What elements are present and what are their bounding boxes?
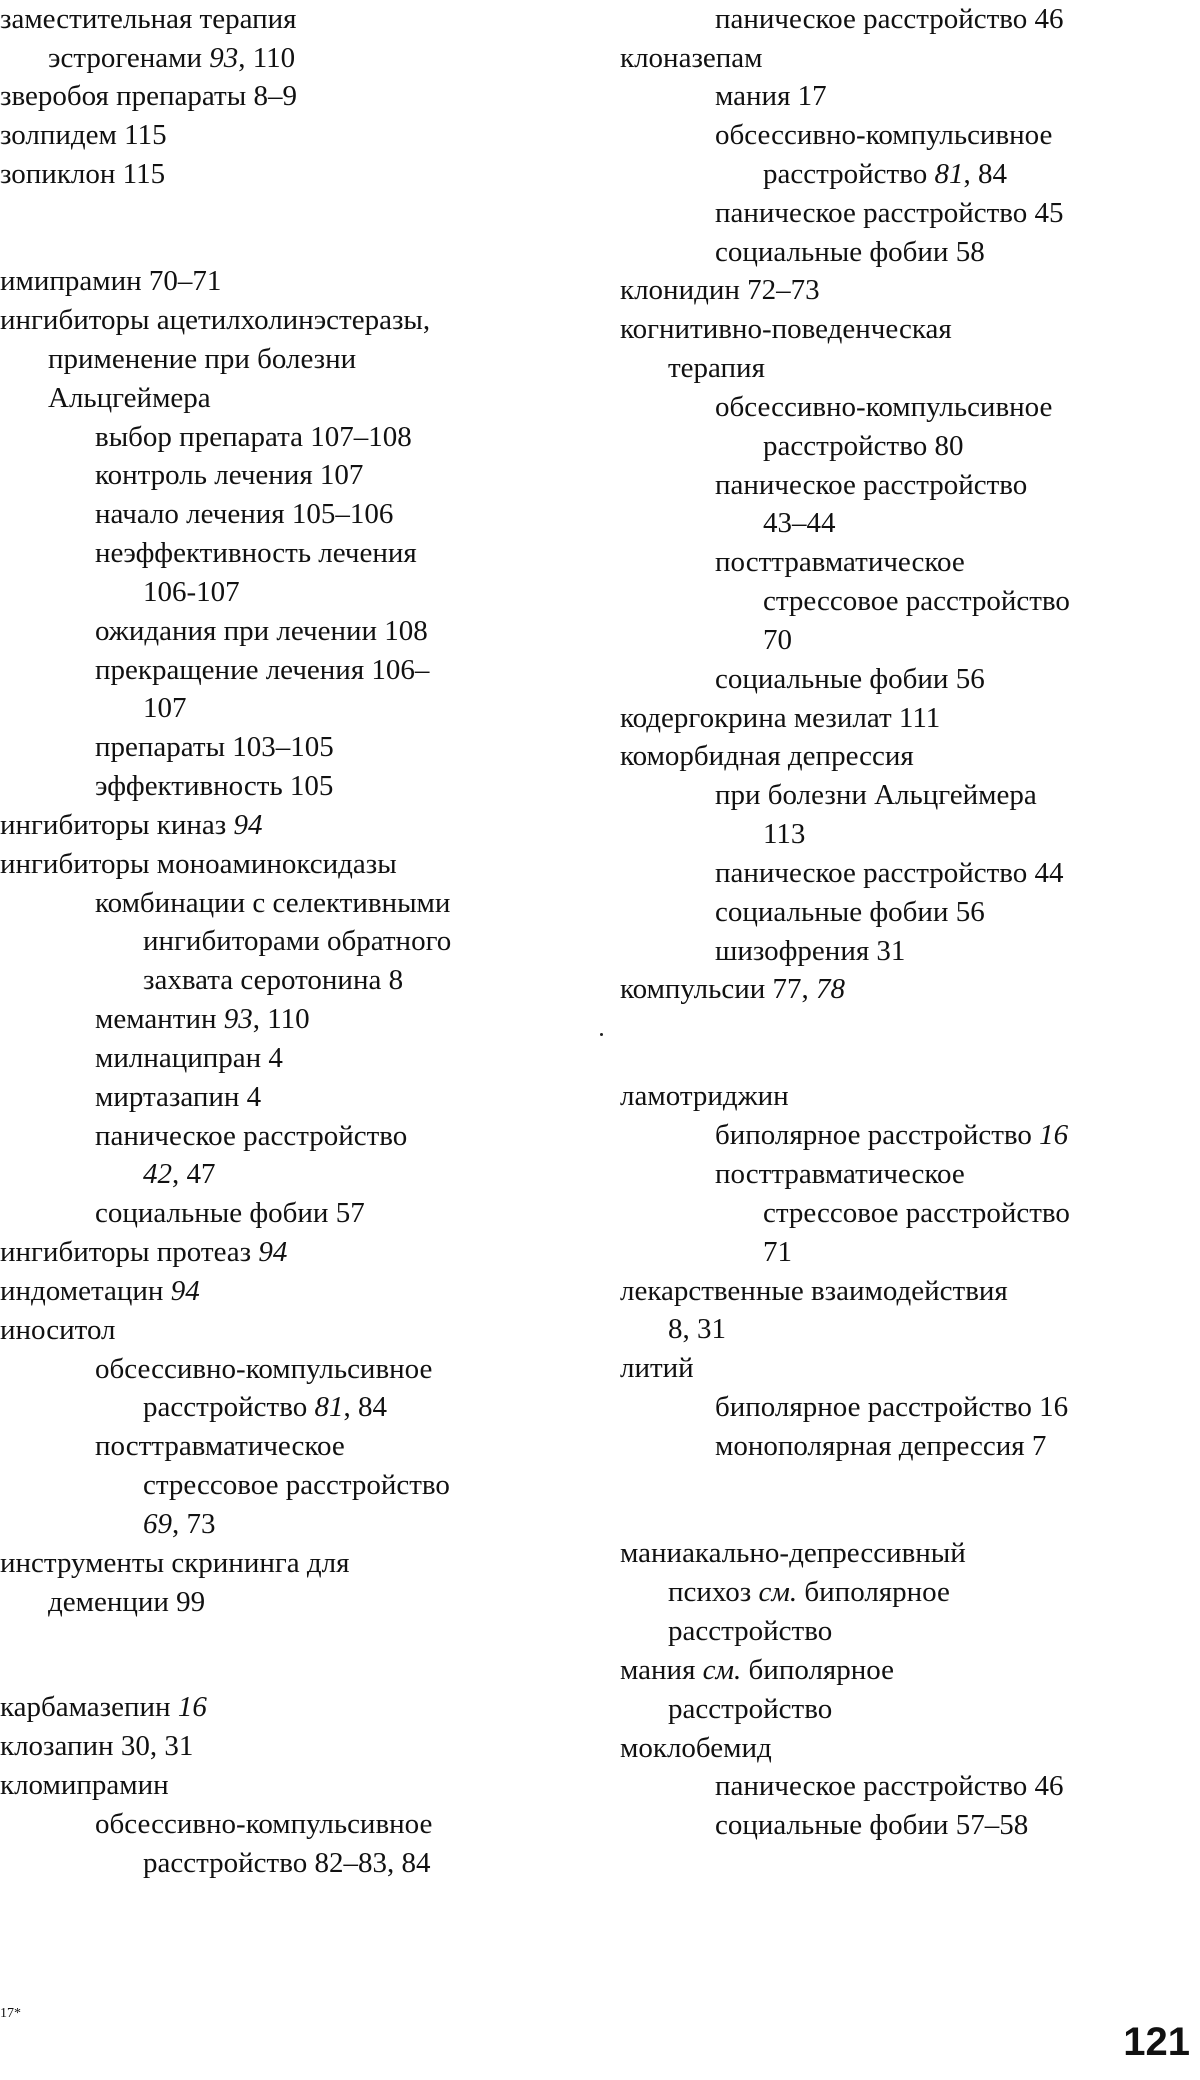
right-index-line [620, 0, 1200, 39]
left-index-line [0, 0, 610, 39]
index-text: лекарственные взаимодействия [620, 1275, 1008, 1307]
index-text: стрессовое расстройство [763, 1197, 1070, 1229]
right-index-line [620, 1272, 1200, 1311]
left-index-line [0, 534, 610, 573]
index-text: шизофрения 31 [715, 935, 906, 967]
left-index-line [0, 301, 610, 340]
index-text: расстройство [763, 158, 935, 190]
index-text: захвата серотонина 8 [143, 964, 404, 996]
right-index-line [620, 1233, 1200, 1272]
index-text: препараты 103–105 [95, 731, 334, 763]
index-text: , 84 [343, 1391, 387, 1423]
index-text: ингибиторами обратного [143, 925, 452, 957]
italic-reference: 78 [816, 973, 846, 1005]
index-text: расстройство [143, 1391, 315, 1423]
index-text: паническое расстройство 46 [715, 3, 1064, 35]
index-text: , 47 [172, 1158, 216, 1190]
left-index-line [0, 1194, 610, 1233]
index-text: когнитивно-поведенческая [620, 313, 952, 345]
index-text: биполярное расстройство [715, 1119, 1040, 1151]
index-text: паническое расстройство [95, 1120, 408, 1152]
left-index-line [0, 651, 610, 690]
right-index-line [620, 970, 1200, 1009]
index-text: зверобоя препараты 8–9 [0, 80, 297, 112]
italic-reference: 16 [1039, 1119, 1069, 1151]
right-index-line [620, 1767, 1200, 1806]
index-text: мания 17 [715, 80, 827, 112]
index-text: Альцгеймера [48, 382, 211, 414]
left-index-line [0, 39, 610, 78]
right-index-line [620, 932, 1200, 971]
right-index-line [620, 1612, 1200, 1651]
left-index-line [0, 495, 610, 534]
right-index-line [620, 116, 1200, 155]
index-text: кломипрамин [0, 1769, 169, 1801]
index-text: расстройство [668, 1693, 833, 1725]
right-index-line [620, 271, 1200, 310]
left-index-line [0, 612, 610, 651]
right-index-line [620, 194, 1200, 233]
right-index-line [620, 466, 1200, 505]
index-text: при болезни Альцгеймера [715, 779, 1037, 811]
left-index-line [0, 1155, 610, 1194]
left-index-line [0, 379, 610, 418]
italic-reference: 69 [143, 1508, 172, 1540]
index-text: миртазапин 4 [95, 1081, 262, 1113]
index-text: 43–44 [763, 507, 836, 539]
index-text: прекращение лечения 106– [95, 654, 430, 686]
index-text: паническое расстройство 45 [715, 197, 1064, 229]
index-text: стрессовое расстройство [763, 585, 1070, 617]
left-index-line [0, 1311, 610, 1350]
right-index-line [620, 1155, 1200, 1194]
right-index-line [620, 893, 1200, 932]
index-text: индометацин [0, 1275, 171, 1307]
index-text: 113 [763, 818, 806, 850]
index-text: расстройство 80 [763, 430, 964, 462]
index-text: ламотриджин [620, 1080, 789, 1112]
left-index-line [0, 728, 610, 767]
italic-reference: 94 [170, 1275, 200, 1307]
index-text: клоназепам [620, 42, 763, 74]
page-number: 121 [1123, 2020, 1190, 2064]
index-text: клозапин 30, 31 [0, 1730, 194, 1762]
italic-reference: см. [758, 1576, 798, 1608]
italic-reference: 42 [143, 1158, 172, 1190]
italic-reference: 81 [934, 158, 964, 190]
index-text: моклобемид [620, 1732, 772, 1764]
index-text: зопиклон 115 [0, 158, 166, 190]
index-text: , 110 [238, 42, 296, 74]
index-text: эффективность 105 [95, 770, 334, 802]
index-text: маниакально-депрессивный [620, 1537, 966, 1569]
index-text: , 73 [172, 1508, 216, 1540]
left-index-line [0, 1233, 610, 1272]
right-index-line [620, 349, 1200, 388]
italic-reference: 94 [258, 1236, 288, 1268]
right-index-line [620, 815, 1200, 854]
index-text: обсессивно-компульсивное [95, 1353, 433, 1385]
index-text: 70 [763, 624, 792, 656]
right-index-line [620, 1534, 1200, 1573]
stray-dot [600, 1033, 603, 1036]
index-text: монополярная депрессия 7 [715, 1430, 1047, 1462]
left-index-line [0, 155, 610, 194]
left-index-line [0, 1388, 610, 1427]
left-index-line [0, 77, 610, 116]
index-text: инструменты скрининга для [0, 1547, 350, 1579]
index-text: неэффективность лечения [95, 537, 417, 569]
right-index-line [620, 1573, 1200, 1612]
right-index-line [620, 427, 1200, 466]
right-index-line [620, 77, 1200, 116]
index-text: контроль лечения 107 [95, 459, 364, 491]
left-index-line [0, 922, 610, 961]
index-text: 71 [763, 1236, 792, 1268]
index-text: терапия [668, 352, 765, 384]
index-text: компульсии 77, [620, 973, 817, 1005]
right-index-line [620, 737, 1200, 776]
signature-mark: 17* [0, 2006, 21, 2021]
right-index-line [620, 155, 1200, 194]
index-text: ингибиторы киназ [0, 809, 234, 841]
right-index-line [620, 854, 1200, 893]
left-index-line [0, 262, 610, 301]
index-text: обсессивно-компульсивное [95, 1808, 433, 1840]
right-index-line [620, 1116, 1200, 1155]
index-text: мания [620, 1654, 703, 1686]
index-text: карбамазепин [0, 1691, 178, 1723]
index-text: социальные фобии 56 [715, 663, 985, 695]
right-index-line [620, 660, 1200, 699]
index-text: иноситол [0, 1314, 116, 1346]
index-text: имипрамин 70–71 [0, 265, 222, 297]
index-text: ингибиторы ацетилхолинэстеразы, [0, 304, 431, 336]
index-text: социальные фобии 58 [715, 236, 985, 268]
index-text: заместительная терапия [0, 3, 297, 35]
index-text: применение при болезни [48, 343, 357, 375]
left-index-line [0, 845, 610, 884]
index-text: деменции 99 [48, 1586, 206, 1618]
index-text: комбинации с селективными [95, 887, 451, 919]
index-text: ожидания при лечении 108 [95, 615, 428, 647]
index-text: социальные фобии 57 [95, 1197, 365, 1229]
left-index-line [0, 1000, 610, 1039]
index-text: обсессивно-компульсивное [715, 391, 1053, 423]
italic-reference: 16 [177, 1691, 207, 1723]
right-index-line [620, 1729, 1200, 1768]
left-index-line [0, 573, 610, 612]
index-text: расстройство 82–83, 84 [143, 1847, 431, 1879]
left-index-line [0, 340, 610, 379]
right-index-line [620, 1651, 1200, 1690]
index-text: 107 [143, 692, 187, 724]
index-text: 8, 31 [668, 1313, 726, 1345]
right-index-line [620, 1310, 1200, 1349]
right-index-line [620, 233, 1200, 272]
index-text: обсессивно-компульсивное [715, 119, 1053, 151]
left-index-line [0, 884, 610, 923]
left-index-line [0, 689, 610, 728]
left-index-line [0, 1583, 610, 1622]
right-index-line [620, 1194, 1200, 1233]
index-text: социальные фобии 57–58 [715, 1809, 1029, 1841]
index-text: , 84 [963, 158, 1007, 190]
index-text: биполярное расстройство 16 [715, 1391, 1069, 1423]
right-index-line [620, 621, 1200, 660]
left-index-line [0, 1805, 610, 1844]
left-index-line [0, 767, 610, 806]
right-index-line [620, 699, 1200, 738]
left-index-line [0, 1078, 610, 1117]
left-index-line [0, 1544, 610, 1583]
italic-reference: 93 [223, 1003, 253, 1035]
left-index-line [0, 1505, 610, 1544]
right-index-line [620, 776, 1200, 815]
left-index-line [0, 116, 610, 155]
index-text: расстройство [668, 1615, 833, 1647]
left-index-line [0, 418, 610, 457]
right-index-line [620, 504, 1200, 543]
right-index-line [620, 1806, 1200, 1845]
index-text: 106-107 [143, 576, 240, 608]
index-text: стрессовое расстройство [143, 1469, 450, 1501]
index-text: паническое расстройство 46 [715, 1770, 1064, 1802]
left-index-line [0, 1039, 610, 1078]
left-index-line [0, 961, 610, 1000]
left-index-line [0, 1727, 610, 1766]
index-text: кодергокрина мезилат 111 [620, 702, 941, 734]
index-text: посттравматическое [95, 1430, 345, 1462]
right-index-line [620, 388, 1200, 427]
index-text: эстрогенами [48, 42, 210, 74]
left-index-line [0, 1844, 610, 1883]
index-text: выбор препарата 107–108 [95, 421, 412, 453]
index-text: , 110 [252, 1003, 310, 1035]
italic-reference: 94 [233, 809, 263, 841]
index-text: социальные фобии 56 [715, 896, 985, 928]
index-text: психоз [668, 1576, 759, 1608]
index-text: биполярное [741, 1654, 895, 1686]
index-text: биполярное [797, 1576, 950, 1608]
index-text: милнаципран 4 [95, 1042, 283, 1074]
left-index-line [0, 1466, 610, 1505]
italic-reference: см. [702, 1654, 742, 1686]
index-text: паническое расстройство [715, 469, 1028, 501]
left-index-line [0, 806, 610, 845]
right-index-line [620, 543, 1200, 582]
right-index-line [620, 1349, 1200, 1388]
index-text: мемантин [95, 1003, 224, 1035]
index-text: паническое расстройство 44 [715, 857, 1064, 889]
right-index-line [620, 582, 1200, 621]
left-index-line [0, 1427, 610, 1466]
right-index-line [620, 39, 1200, 78]
index-text: литий [620, 1352, 694, 1384]
index-text: золпидем 115 [0, 119, 167, 151]
left-index-line [0, 1117, 610, 1156]
index-text: ингибиторы моноаминоксидазы [0, 848, 397, 880]
index-text: начало лечения 105–106 [95, 498, 394, 530]
right-index-line [620, 1427, 1200, 1466]
index-text: ингибиторы протеаз [0, 1236, 259, 1268]
index-text: посттравматическое [715, 546, 965, 578]
italic-reference: 81 [314, 1391, 344, 1423]
right-index-line [620, 310, 1200, 349]
right-index-line [620, 1690, 1200, 1729]
index-text: коморбидная депрессия [620, 740, 914, 772]
left-index-line [0, 1688, 610, 1727]
index-text: клонидин 72–73 [620, 274, 820, 306]
index-text: посттравматическое [715, 1158, 965, 1190]
right-index-line [620, 1077, 1200, 1116]
left-index-line [0, 456, 610, 495]
right-index-line [620, 1388, 1200, 1427]
italic-reference: 93 [209, 42, 239, 74]
left-index-line [0, 1350, 610, 1389]
left-index-line [0, 1766, 610, 1805]
left-index-line [0, 1272, 610, 1311]
